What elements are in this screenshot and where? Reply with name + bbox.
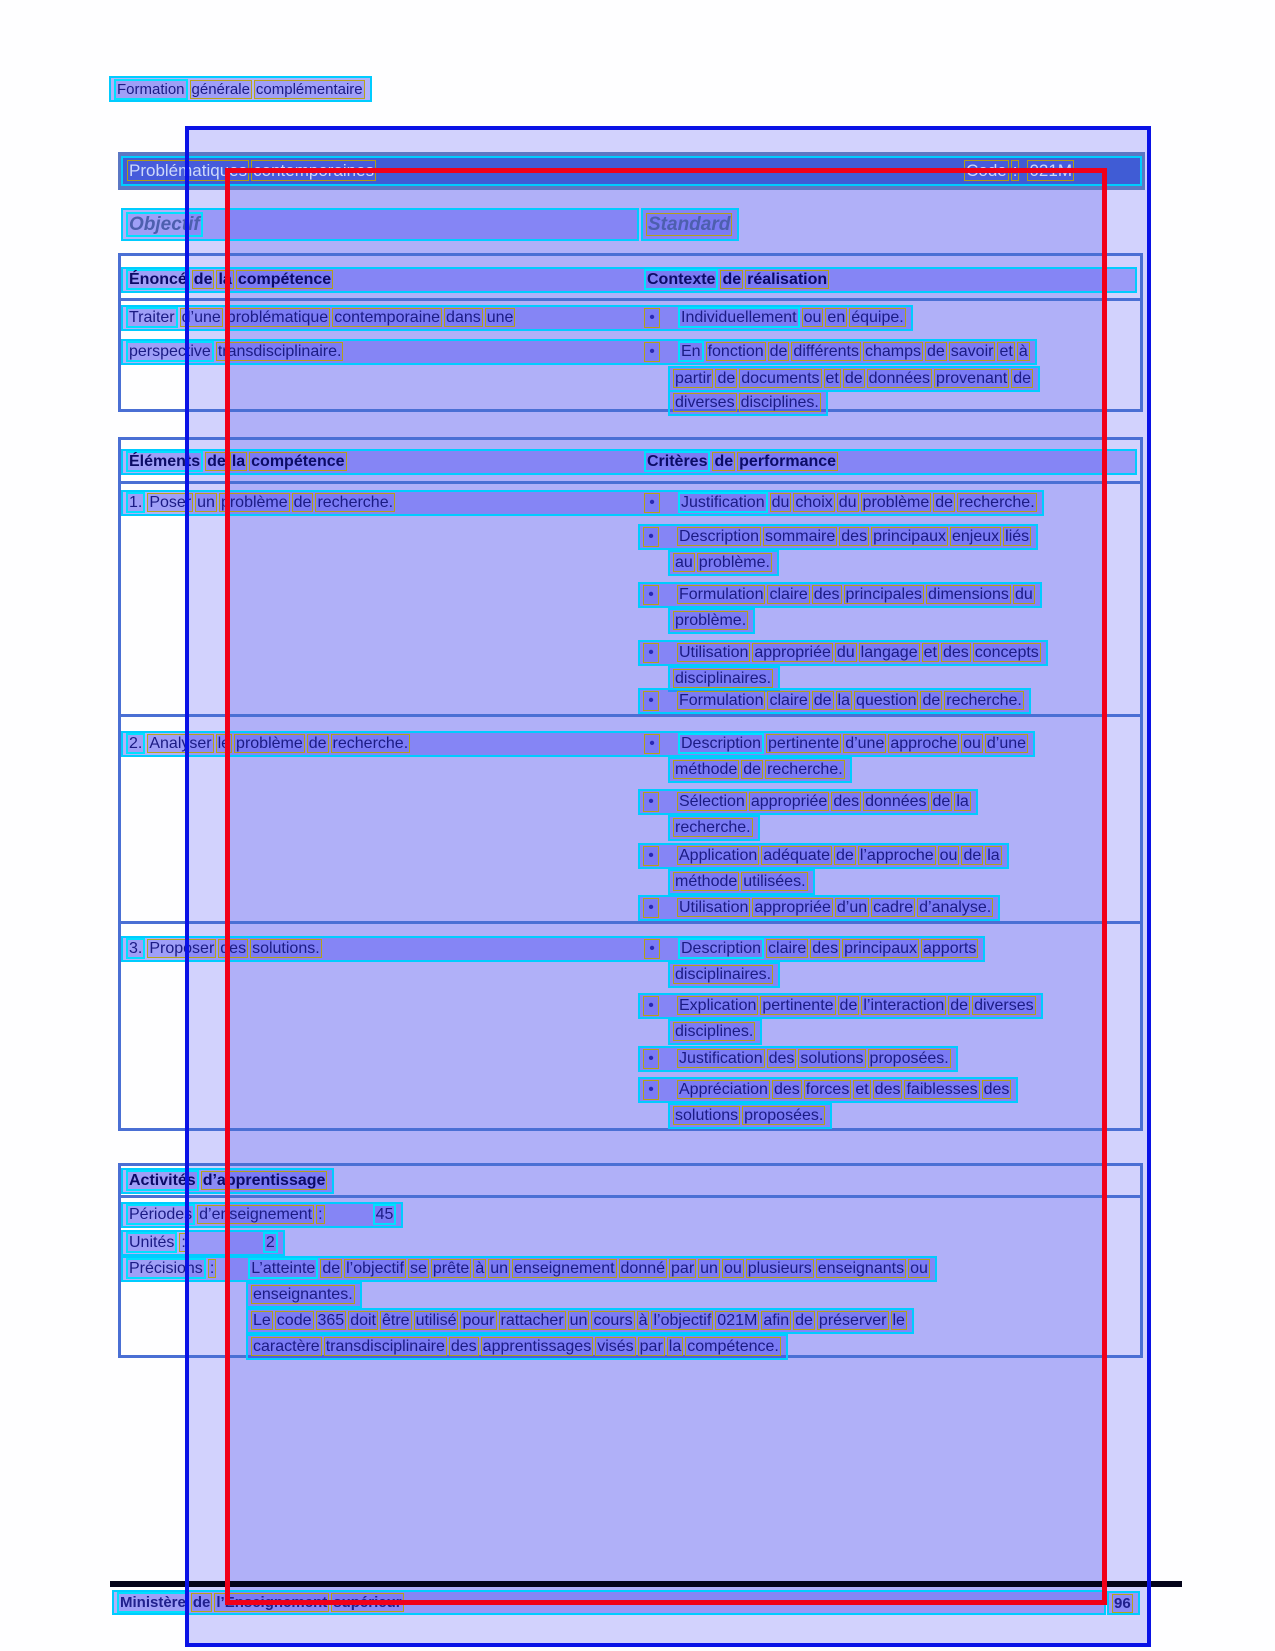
critere-1-3-line1: Formulation claire des principales dimensions du [679, 586, 1033, 603]
precisions-line1: L’atteinte de l’objectif se prête à un enseignement donné par un ou plusieurs enseignants ou [248, 1260, 932, 1278]
standard-heading: Standard [648, 213, 731, 235]
col-header-contexte: Contexte de réalisation [644, 271, 831, 289]
critere-1-3-line2: problème. [675, 612, 747, 629]
critere-1-2-line1: Description sommaire des principaux enjeux liés [679, 528, 1030, 545]
critere-3-4-line1: Appréciation des forces et des faiblesses des [679, 1081, 1010, 1098]
critere-1-2-line2: au problème. [675, 554, 770, 571]
col-header-criteres: Critères de performance [644, 453, 840, 471]
critere-2-1-line1: Description pertinente d’une approche ou d’une [678, 735, 1030, 753]
contexte-bullet-2-line3: diverses disciplines. [675, 394, 819, 411]
critere-2-3-line2: méthode utilisées. [675, 873, 806, 890]
precisions-line4: caractère transdisciplinaire des apprentissages visés par la compétence. [253, 1338, 779, 1355]
layout-block-border [225, 168, 1107, 1605]
contexte-bullet-2-line2: partir de documents et de données provenant de [675, 370, 1032, 387]
section-label-text: Formation générale complémentaire [114, 81, 367, 98]
objectif-heading: Objectif [126, 214, 205, 236]
precisions-label: Précisions : [126, 1260, 218, 1278]
activites-heading: Activités d’apprentissage [126, 1172, 329, 1190]
critere-1-5: Formulation claire de la question de recherche. [679, 692, 1022, 709]
critere-3-1-line1: Description claire des principaux apports [678, 940, 980, 958]
element-1: 1. Poser un problème de recherche. [126, 494, 397, 512]
page-number: 96 [1114, 1594, 1131, 1612]
code-value: 021M [1029, 161, 1072, 180]
element-3: 3. Proposer des solutions. [126, 940, 324, 958]
unites-value: 2 [263, 1234, 280, 1252]
critere-3-2-line2: disciplines. [675, 1023, 754, 1040]
element-2: 2. Analyser le problème de recherche. [126, 735, 412, 753]
critere-1-1: Justification du choix du problème de recherche. [678, 494, 1039, 512]
footer-ministry: Ministère de l’Enseignement supérieur [117, 1594, 406, 1611]
periodes-label: Périodes d’enseignement : [126, 1206, 327, 1224]
critere-2-2-line1: Sélection appropriée des données de la [679, 793, 969, 810]
document-title: Problématiques contemporaines [129, 161, 375, 180]
unites-label: Unités : [126, 1234, 190, 1252]
precisions-line3: Le code 365 doit être utilisé pour rattacher un cours à l’objectif 021M afin de préserver le [253, 1312, 905, 1329]
critere-1-4-line1: Utilisation appropriée du langage et des concepts [679, 644, 1039, 661]
precisions-line2: enseignantes. [253, 1286, 353, 1303]
critere-2-4: Utilisation appropriée d’un cadre d’analyse. [679, 899, 992, 916]
competence-text-line2: perspective transdisciplinaire. [126, 343, 345, 361]
critere-2-1-line2: méthode de recherche. [675, 761, 843, 778]
contexte-bullet-2-line1: En fonction de différents champs de savoir et à [678, 343, 1032, 361]
critere-3-1-line2: disciplinaires. [675, 966, 772, 983]
critere-3-3: Justification des solutions proposées. [679, 1050, 949, 1067]
col-header-enonce: Énoncé de la compétence [126, 271, 335, 289]
section-label [109, 76, 372, 102]
critere-2-3-line1: Application adéquate de l’approche ou de la [679, 847, 1000, 864]
periodes-value: 45 [373, 1206, 399, 1224]
critere-1-4-line2: disciplinaires. [675, 670, 772, 687]
competence-text-line1: Traiter d’une problématique contemporaine dans une [126, 309, 517, 327]
critere-2-2-line2: recherche. [675, 819, 751, 836]
col-header-elements: Éléments de la compétence [126, 453, 349, 471]
critere-3-2-line1: Explication pertinente de l’interaction de diverses [679, 997, 1034, 1014]
critere-3-4-line2: solutions proposées. [675, 1107, 824, 1124]
code-label: Code : [966, 161, 1018, 180]
contexte-bullet-1: Individuellement ou en équipe. [678, 309, 908, 327]
